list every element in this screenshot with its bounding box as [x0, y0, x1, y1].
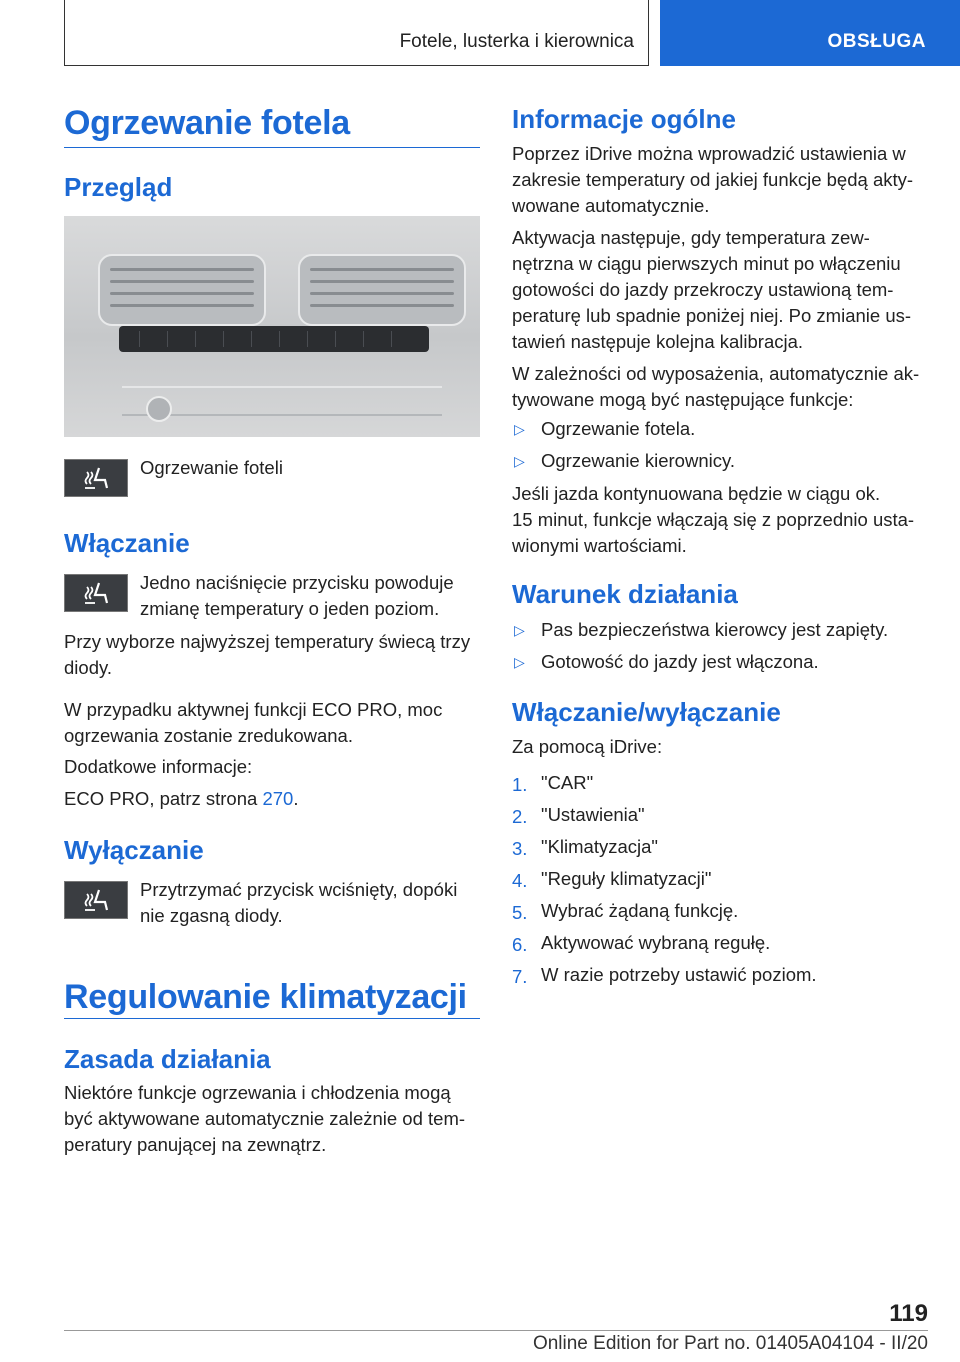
header-section-tab	[660, 0, 960, 66]
on-text-2: zmianę temperatury o jeden poziom.	[140, 598, 440, 619]
list-item: Ogrzewanie fotela.	[541, 418, 696, 439]
step-text: W razie potrzeby ustawić poziom.	[541, 964, 817, 985]
p2-line2: ogrzewania zostanie zredukowana.	[64, 725, 353, 746]
step-text: "Klimatyzacja"	[541, 836, 658, 857]
step-number: 4.	[512, 870, 528, 891]
p1-line2: diody.	[64, 657, 112, 678]
heading-switch-on: Włączanie	[64, 528, 190, 558]
step-number: 7.	[512, 966, 528, 987]
step-text: "Reguły klimatyzacji"	[541, 868, 712, 889]
step-text: Wybrać żądaną funkcję.	[541, 900, 739, 921]
g1-line2: zakresie temperatury od jakiej funkcje będą akty‐	[512, 169, 914, 190]
g1-line1: Poprzez iDrive można wprowadzić ustawienia w	[512, 143, 906, 164]
heading-climate: Regulowanie klimatyzacji	[64, 978, 467, 1016]
heading-seat-heating: Ogrzewanie fotela	[64, 104, 350, 142]
g2-line3: gotowości do jazdy przekroczy ustawioną tem‐	[512, 279, 894, 300]
p4: ECO PRO, patrz strona 270.	[64, 788, 299, 809]
header-chapter-box	[64, 0, 649, 66]
g2-line1: Aktywacja następuje, gdy temperatura zew‐	[512, 227, 870, 248]
step-text: "Ustawienia"	[541, 804, 645, 825]
list-item: Pas bezpieczeństwa kierowcy jest zapięty.	[541, 619, 889, 640]
control-strip	[119, 326, 429, 352]
step-number: 5.	[512, 902, 528, 923]
bullet-marker: ▷	[514, 421, 525, 437]
seat-heating-icon	[64, 459, 128, 497]
step-number: 1.	[512, 774, 528, 795]
footer-rule	[64, 1330, 928, 1331]
step-text: "CAR"	[541, 772, 594, 793]
section-label: OBSŁUGA	[827, 31, 926, 52]
list-item: Gotowość do jazdy jest włączona.	[541, 651, 819, 672]
step-text: Aktywować wybraną regułę.	[541, 932, 771, 953]
g2-line5: tawień następuje kolejna kalibracja.	[512, 331, 804, 352]
pr-line3: peratury panującej na zewnątrz.	[64, 1134, 327, 1155]
air-vent-right	[298, 254, 466, 326]
page-link-270[interactable]: 270	[262, 788, 294, 809]
heading-principle: Zasada działania	[64, 1044, 271, 1074]
bullet-marker: ▷	[514, 622, 525, 638]
onoff-intro: Za pomocą iDrive:	[512, 736, 663, 757]
seat-heating-icon	[64, 881, 128, 919]
bullet-marker: ▷	[514, 453, 525, 469]
heading-rule	[64, 1018, 480, 1019]
bullet-marker: ▷	[514, 654, 525, 670]
g2-line2: nętrzna w ciągu pierwszych minut po włączeniu	[512, 253, 901, 274]
chapter-title: Fotele, lusterka i kierownica	[399, 31, 634, 52]
g3-line2: tywowane mogą być następujące funkcje:	[512, 389, 854, 410]
heading-rule	[64, 147, 480, 148]
heading-on-off: Włączanie/wyłączanie	[512, 697, 781, 727]
g1-line3: wowane automatycznie.	[512, 195, 710, 216]
step-number: 2.	[512, 806, 528, 827]
p2-line1: W przypadku aktywnej funkcji ECO PRO, moc	[64, 699, 443, 720]
air-vent-left	[98, 254, 266, 326]
off-text-2: nie zgasną diody.	[140, 905, 283, 926]
page-number: 119	[889, 1300, 928, 1327]
p3: Dodatkowe informacje:	[64, 756, 253, 777]
p1-line1: Przy wyborze najwyższej temperatury świecą trzy	[64, 631, 471, 652]
footer-edition: Online Edition for Part no. 01405A04104 - II/20	[532, 1333, 928, 1354]
heading-general: Informacje ogólne	[512, 104, 736, 134]
list-item: Ogrzewanie kierownicy.	[541, 450, 735, 471]
icon-caption: Ogrzewanie foteli	[140, 457, 283, 478]
g3-line1: W zależności od wyposażenia, automatycznie ak‐	[512, 363, 920, 384]
g2-line4: peraturę lub spadnie poniżej niej. Po zmianie us‐	[512, 305, 912, 326]
heading-condition: Warunek działania	[512, 579, 738, 609]
pr-line2: być aktywowane automatycznie zależnie od tem‐	[64, 1108, 466, 1129]
volume-knob	[146, 396, 172, 422]
off-text-1: Przytrzymać przycisk wciśnięty, dopóki	[140, 879, 458, 900]
heading-switch-off: Wyłączanie	[64, 835, 204, 865]
g4-line2: 15 minut, funkcje włączają się z poprzednio usta‐	[512, 509, 915, 530]
on-text-1: Jedno naciśnięcie przycisku powoduje	[140, 572, 454, 593]
step-number: 3.	[512, 838, 528, 859]
heading-overview: Przegląd	[64, 172, 173, 202]
step-number: 6.	[512, 934, 528, 955]
g4-line1: Jeśli jazda kontynuowana będzie w ciągu ok.	[512, 483, 881, 504]
seat-heating-icon	[64, 574, 128, 612]
climate-control-photo	[64, 216, 480, 437]
g4-line3: wionymi wartościami.	[512, 535, 687, 556]
pr-line1: Niektóre funkcje ogrzewania i chłodzenia mogą	[64, 1082, 451, 1103]
